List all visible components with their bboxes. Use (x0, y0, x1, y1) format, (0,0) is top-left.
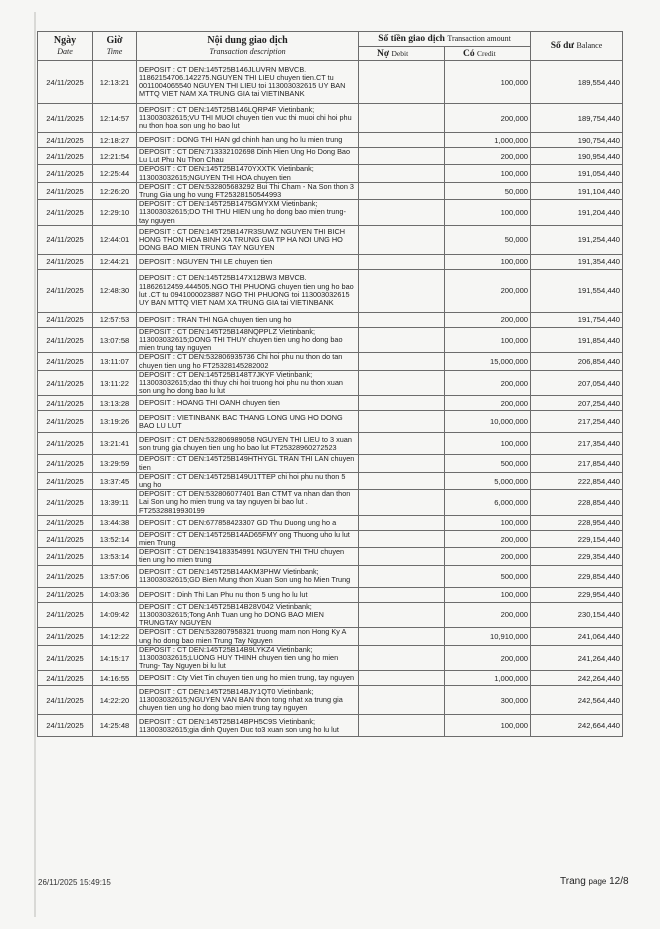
cell-debit (359, 61, 445, 104)
cell-time: 12:18:27 (93, 133, 137, 148)
cell-balance: 229,154,440 (531, 530, 623, 547)
cell-description: DEPOSIT : CT DEN:532807958321 truong mam non Hong Ky A ung ho dong bao mien Trung Tay Nguyen (137, 628, 359, 645)
cell-date: 24/11/2025 (38, 671, 93, 686)
table-row (38, 269, 623, 312)
cell-credit: 100,000 (445, 587, 531, 602)
cell-date: 24/11/2025 (38, 353, 93, 370)
cell-debit (359, 602, 445, 628)
col-description (137, 32, 359, 61)
table-row (38, 254, 623, 269)
cell-credit: 300,000 (445, 686, 531, 715)
cell-time: 13:11:22 (93, 370, 137, 396)
cell-date: 24/11/2025 (38, 165, 93, 182)
table-row (38, 200, 623, 226)
cell-credit: 10,000,000 (445, 411, 531, 433)
cell-time: 14:12:22 (93, 628, 137, 645)
cell-balance: 217,854,440 (531, 455, 623, 472)
cell-time: 13:53:14 (93, 548, 137, 565)
cell-description: DEPOSIT : CT DEN:145T25B14B28V042 Vietinbank; 113003032615;Tong Anh Tuan ung ho DONG BAO MIEN TRUNGTAY NGUYEN (137, 602, 359, 628)
cell-time: 12:13:21 (93, 61, 137, 104)
col-date (38, 32, 93, 61)
cell-credit: 200,000 (445, 645, 531, 671)
page-value: 12/8 (609, 876, 629, 887)
cell-date: 24/11/2025 (38, 686, 93, 715)
cell-balance: 191,554,440 (531, 269, 623, 312)
cell-credit: 15,000,000 (445, 353, 531, 370)
col-time-label-en: Time (106, 47, 123, 56)
cell-credit: 100,000 (445, 61, 531, 104)
cell-date: 24/11/2025 (38, 433, 93, 455)
cell-balance: 189,754,440 (531, 104, 623, 133)
table-row (38, 411, 623, 433)
cell-date: 24/11/2025 (38, 548, 93, 565)
cell-description: DEPOSIT : NGUYEN THI LE chuyen tien (137, 254, 359, 269)
cell-debit (359, 530, 445, 547)
table-row (38, 104, 623, 133)
cell-balance: 230,154,440 (531, 602, 623, 628)
cell-debit (359, 587, 445, 602)
cell-credit: 100,000 (445, 433, 531, 455)
cell-date: 24/11/2025 (38, 602, 93, 628)
cell-balance: 206,854,440 (531, 353, 623, 370)
table-row (38, 686, 623, 715)
cell-time: 12:48:30 (93, 269, 137, 312)
table-row (38, 602, 623, 628)
cell-credit: 100,000 (445, 715, 531, 737)
cell-credit: 200,000 (445, 602, 531, 628)
col-amount-group (359, 32, 531, 47)
cell-description: DEPOSIT : DONG THI HAN gd chinh han ung ho lu mien trung (137, 133, 359, 148)
cell-balance: 229,854,440 (531, 565, 623, 587)
cell-debit (359, 165, 445, 182)
cell-date: 24/11/2025 (38, 587, 93, 602)
cell-time: 12:21:54 (93, 148, 137, 165)
cell-debit (359, 686, 445, 715)
cell-debit (359, 269, 445, 312)
cell-credit: 50,000 (445, 182, 531, 199)
cell-time: 13:21:41 (93, 433, 137, 455)
cell-debit (359, 353, 445, 370)
cell-date: 24/11/2025 (38, 628, 93, 645)
cell-balance: 189,554,440 (531, 61, 623, 104)
cell-time: 12:25:44 (93, 165, 137, 182)
cell-description: DEPOSIT : CT DEN:145T25B148NQPPLZ Vietinbank; 113003032615;DONG THI THUY chuyen tien ung ho dong bao mien trung tay nguyen (137, 327, 359, 353)
cell-time: 12:14:57 (93, 104, 137, 133)
cell-debit (359, 396, 445, 411)
cell-balance: 241,264,440 (531, 645, 623, 671)
cell-date: 24/11/2025 (38, 104, 93, 133)
cell-time: 13:19:26 (93, 411, 137, 433)
col-time (93, 32, 137, 61)
transaction-rows (38, 61, 623, 737)
cell-balance: 190,954,440 (531, 148, 623, 165)
table-row (38, 628, 623, 645)
cell-debit (359, 200, 445, 226)
cell-debit (359, 133, 445, 148)
cell-description: DEPOSIT : CT DEN:532805683292 Bui Thi Cham - Na Son thon 3 Trung Gia ung ho vung FT25328150544993 (137, 182, 359, 199)
table-row (38, 472, 623, 489)
cell-description: DEPOSIT : CT DEN:145T25B146JLUVRN MBVCB. 11862154706.142275.NGUYEN THI LIEU chuyen tien.CT tu 0011004065540 NGUYEN THI LIEU toi 113003032615 UY BAN MTTQ VIET NAM XA TRUNG GIA tai VIETINBANK (137, 61, 359, 104)
cell-credit: 500,000 (445, 565, 531, 587)
cell-balance: 191,204,440 (531, 200, 623, 226)
cell-time: 14:03:36 (93, 587, 137, 602)
table-row (38, 396, 623, 411)
cell-time: 12:26:20 (93, 182, 137, 199)
cell-time: 13:39:11 (93, 490, 137, 516)
cell-debit (359, 327, 445, 353)
table-row (38, 353, 623, 370)
cell-credit: 1,000,000 (445, 133, 531, 148)
cell-date: 24/11/2025 (38, 182, 93, 199)
cell-time: 13:57:06 (93, 565, 137, 587)
col-amount-label: Số tiền giao dịch (378, 34, 445, 44)
col-credit-label-en: Credit (477, 48, 496, 58)
cell-balance: 191,054,440 (531, 165, 623, 182)
page-label: Trang (560, 876, 586, 887)
table-row (38, 133, 623, 148)
cell-credit: 200,000 (445, 269, 531, 312)
col-desc-label-en: Transaction description (209, 47, 286, 56)
cell-description: DEPOSIT : CT DEN:145T25B14B9LYKZ4 Vietinbank; 113003032615;LUONG HUY THINH chuyen tien ung ho mien Trung- Tay Nguyen bi lu lut (137, 645, 359, 671)
cell-balance: 241,064,440 (531, 628, 623, 645)
cell-time: 13:37:45 (93, 472, 137, 489)
col-credit-label: Có (463, 48, 475, 59)
cell-debit (359, 433, 445, 455)
cell-description: DEPOSIT : CT DEN:145T25B1470YXXTK Vietinbank; 113003032615;NGUYEN THI HOA chuyen tien (137, 165, 359, 182)
cell-credit: 100,000 (445, 327, 531, 353)
cell-description: DEPOSIT : CT DEN:145T25B149HTHYGL TRAN THI LAN chuyen tien (137, 455, 359, 472)
table-row (38, 715, 623, 737)
cell-time: 13:52:14 (93, 530, 137, 547)
page-label-en: page (588, 877, 607, 886)
cell-time: 14:16:55 (93, 671, 137, 686)
cell-time: 13:11:07 (93, 353, 137, 370)
cell-description: DEPOSIT : Dinh Thi Lan Phu nu thon 5 ung ho lu lut (137, 587, 359, 602)
cell-description: DEPOSIT : CT DEN:194183354991 NGUYEN THI THU chuyen tien ung ho mien trung (137, 548, 359, 565)
cell-time: 14:22:20 (93, 686, 137, 715)
col-debit (359, 47, 445, 61)
table-row (38, 312, 623, 327)
table-row (38, 515, 623, 530)
cell-description: DEPOSIT : CT DEN:145T25B147R3SUWZ NGUYEN THI BICH HONG THON HOA BINH XA TRUNG GIA TP HA NOI UNG HO DONG BAO MIEN TRUNG TAY NGUYEN (137, 225, 359, 254)
cell-debit (359, 671, 445, 686)
cell-description: DEPOSIT : CT DEN:145T25B14BJY1QT0 Vietinbank; 113003032615;NGUYEN VAN BAN thon tong nhat xa trung gia chuyen tien ung ho dong bao mien trung tay nguyen (137, 686, 359, 715)
cell-date: 24/11/2025 (38, 225, 93, 254)
col-balance (531, 32, 623, 61)
cell-balance: 191,854,440 (531, 327, 623, 353)
cell-balance: 228,954,440 (531, 515, 623, 530)
col-balance-label-en: Balance (576, 41, 603, 50)
cell-date: 24/11/2025 (38, 472, 93, 489)
cell-time: 13:07:58 (93, 327, 137, 353)
cell-credit: 200,000 (445, 370, 531, 396)
cell-date: 24/11/2025 (38, 565, 93, 587)
cell-description: DEPOSIT : CT DEN:532806989058 NGUYEN THI LIEU to 3 xuan son trung gia chuyen tien ung ho bao lut FT25328960272523 (137, 433, 359, 455)
cell-balance: 217,354,440 (531, 433, 623, 455)
table-row (38, 225, 623, 254)
cell-balance: 191,104,440 (531, 182, 623, 199)
cell-balance: 229,354,440 (531, 548, 623, 565)
cell-description: DEPOSIT : CT DEN:145T25B14BPH5C9S Vietinbank; 113003032615;gia dinh Quyen Duc to3 xuan son ung ho lu lut (137, 715, 359, 737)
table-row (38, 327, 623, 353)
cell-debit (359, 490, 445, 516)
cell-credit: 200,000 (445, 312, 531, 327)
cell-balance: 190,754,440 (531, 133, 623, 148)
cell-description: DEPOSIT : CT DEN:532806935736 Chi hoi phu nu thon do tan chuyen tien ung ho FT25328145282002 (137, 353, 359, 370)
cell-debit (359, 715, 445, 737)
cell-date: 24/11/2025 (38, 396, 93, 411)
cell-balance: 207,054,440 (531, 370, 623, 396)
cell-date: 24/11/2025 (38, 312, 93, 327)
cell-credit: 200,000 (445, 548, 531, 565)
print-timestamp: 26/11/2025 15:49:15 (38, 878, 111, 887)
cell-date: 24/11/2025 (38, 645, 93, 671)
cell-balance: 222,854,440 (531, 472, 623, 489)
cell-credit: 1,000,000 (445, 671, 531, 686)
col-balance-label: Số dư (550, 41, 575, 51)
cell-debit (359, 645, 445, 671)
cell-date: 24/11/2025 (38, 530, 93, 547)
cell-description: DEPOSIT : CT DEN:145T25B149U1TTEP chi hoi phu nu thon 5 ung ho (137, 472, 359, 489)
cell-description: DEPOSIT : CT DEN:145T25B14AD65FMY ong Thuong uho lu lut mien Trung (137, 530, 359, 547)
col-time-label: Giờ (106, 35, 123, 46)
cell-description: DEPOSIT : Cty Viet Tin chuyen tien ung ho mien trung, tay nguyen (137, 671, 359, 686)
cell-balance: 217,254,440 (531, 411, 623, 433)
table-row (38, 490, 623, 516)
col-date-label: Ngày (53, 35, 77, 46)
cell-description: DEPOSIT : VIETINBANK BAC THANG LONG UNG HO DONG BAO LU LUT (137, 411, 359, 433)
cell-date: 24/11/2025 (38, 269, 93, 312)
cell-credit: 200,000 (445, 530, 531, 547)
cell-description: DEPOSIT : HOANG THI OANH chuyen tien (137, 396, 359, 411)
cell-balance: 228,854,440 (531, 490, 623, 516)
cell-balance: 242,664,440 (531, 715, 623, 737)
col-credit (445, 47, 531, 61)
cell-description: DEPOSIT : CT DEN:532806077401 Ban CTMT va nhan dan thon Lai Son ung ho mien trung va tay nguyen bi bao lut . FT25328819930199 (137, 490, 359, 516)
cell-debit (359, 312, 445, 327)
cell-time: 13:13:28 (93, 396, 137, 411)
cell-credit: 5,000,000 (445, 472, 531, 489)
cell-date: 24/11/2025 (38, 411, 93, 433)
cell-debit (359, 472, 445, 489)
table-row (38, 455, 623, 472)
cell-time: 12:44:21 (93, 254, 137, 269)
cell-description: DEPOSIT : CT DEN:145T25B146LQRP4F Vietinbank; 113003032615;VU THI MUOI chuyen tien vuc thi muoi chi hoi phu nu thon hoa son ung ho bao lut (137, 104, 359, 133)
cell-time: 13:29:59 (93, 455, 137, 472)
cell-date: 24/11/2025 (38, 490, 93, 516)
table-row (38, 165, 623, 182)
cell-time: 12:57:53 (93, 312, 137, 327)
cell-description: DEPOSIT : CT DEN:145T25B14AKM3PHW Vietinbank; 113003032615;GD Bien Mung thon Xuan Son ung ho Mien Trung (137, 565, 359, 587)
cell-credit: 6,000,000 (445, 490, 531, 516)
cell-credit: 100,000 (445, 165, 531, 182)
cell-balance: 191,354,440 (531, 254, 623, 269)
col-debit-label-en: Debit (391, 48, 409, 58)
cell-debit (359, 628, 445, 645)
col-desc-label: Nội dung giao dịch (207, 35, 288, 46)
cell-date: 24/11/2025 (38, 133, 93, 148)
cell-description: DEPOSIT : CT DEN:677858423307 GD Thu Duong ung ho a (137, 515, 359, 530)
cell-date: 24/11/2025 (38, 200, 93, 226)
cell-credit: 50,000 (445, 225, 531, 254)
cell-debit (359, 148, 445, 165)
cell-debit (359, 515, 445, 530)
table-row (38, 565, 623, 587)
cell-credit: 200,000 (445, 148, 531, 165)
cell-description: DEPOSIT : CT DEN:145T25B147X12BW3 MBVCB. 11862612459.444505.NGO THI PHUONG chuyen tien ung ho bao lut .CT tu 0941000023887 NGO THI PHUONG toi 113003032615 UY BAN MTTQ VIET NAM XA TRUNG GIA tai VIETINBANK (137, 269, 359, 312)
cell-time: 14:09:42 (93, 602, 137, 628)
col-date-label-en: Date (57, 47, 73, 56)
cell-credit: 100,000 (445, 515, 531, 530)
cell-debit (359, 370, 445, 396)
col-debit-label: Nợ (377, 48, 390, 59)
cell-debit (359, 548, 445, 565)
table-row (38, 61, 623, 104)
cell-balance: 191,754,440 (531, 312, 623, 327)
cell-debit (359, 254, 445, 269)
cell-time: 12:44:01 (93, 225, 137, 254)
table-row (38, 433, 623, 455)
col-amount-label-en: Transaction amount (447, 34, 511, 43)
cell-debit (359, 455, 445, 472)
page-number (560, 876, 629, 887)
cell-time: 14:15:17 (93, 645, 137, 671)
cell-date: 24/11/2025 (38, 148, 93, 165)
cell-balance: 191,254,440 (531, 225, 623, 254)
cell-date: 24/11/2025 (38, 455, 93, 472)
cell-description: DEPOSIT : TRAN THI NGA chuyen tien ung ho (137, 312, 359, 327)
page-edge (34, 12, 36, 917)
cell-description: DEPOSIT : CT DEN:713332102698 Dinh Hien Ung Ho Dong Bao Lu Lut Phu Nu Thon Chau (137, 148, 359, 165)
cell-debit (359, 182, 445, 199)
cell-balance: 229,954,440 (531, 587, 623, 602)
cell-time: 13:44:38 (93, 515, 137, 530)
cell-date: 24/11/2025 (38, 715, 93, 737)
cell-credit: 100,000 (445, 254, 531, 269)
cell-date: 24/11/2025 (38, 515, 93, 530)
cell-balance: 242,264,440 (531, 671, 623, 686)
table-row (38, 148, 623, 165)
table-row (38, 671, 623, 686)
cell-credit: 200,000 (445, 396, 531, 411)
cell-credit: 200,000 (445, 104, 531, 133)
cell-date: 24/11/2025 (38, 370, 93, 396)
table-row (38, 370, 623, 396)
cell-credit: 100,000 (445, 200, 531, 226)
cell-credit: 10,910,000 (445, 628, 531, 645)
cell-balance: 242,564,440 (531, 686, 623, 715)
cell-balance: 207,254,440 (531, 396, 623, 411)
cell-debit (359, 225, 445, 254)
table-row (38, 530, 623, 547)
cell-date: 24/11/2025 (38, 254, 93, 269)
cell-time: 12:29:10 (93, 200, 137, 226)
table-row (38, 587, 623, 602)
cell-date: 24/11/2025 (38, 61, 93, 104)
cell-time: 14:25:48 (93, 715, 137, 737)
table-row (38, 548, 623, 565)
cell-date: 24/11/2025 (38, 327, 93, 353)
cell-description: DEPOSIT : CT DEN:145T25B148T7JKYF Vietinbank; 113003032615;dao thi thuy chi hoi truong hoi phu nu thon xuan son ung ho dong bao lu lut (137, 370, 359, 396)
cell-debit (359, 104, 445, 133)
cell-debit (359, 411, 445, 433)
transaction-table (37, 31, 623, 737)
cell-credit: 500,000 (445, 455, 531, 472)
table-row (38, 645, 623, 671)
cell-description: DEPOSIT : CT DEN:145T25B1475GMYXM Vietinbank; 113003032615;DO THI THU HIEN ung ho dong bao mien trung- tay nguyen (137, 200, 359, 226)
cell-debit (359, 565, 445, 587)
table-row (38, 182, 623, 199)
